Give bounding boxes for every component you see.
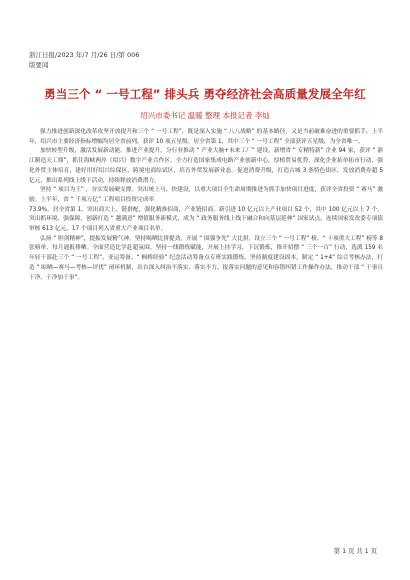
source-meta bbox=[29, 50, 139, 70]
paragraph-4: 73.9%，居全省第 1。突出商大上、链群配，强化精准招商，产业链招商，新引进 10 亿元以上产业项目 52 个，其中 100 亿元以上 7 个。突出抓环境、强保障，创新打造 “ 越满意” 增值服务新模式，成为 “ 政务服务线上线下融合和向基层延伸” 国家试点。连续国家发改委专项债审核 613 亿元，17 个项目列入省重大产业项目名单。 bbox=[29, 206, 383, 233]
article-byline: 绍兴市委书记 温暖 整理 本报记者 李灿 bbox=[140, 111, 270, 120]
source-line-2: 版要闻 bbox=[29, 61, 49, 69]
paragraph-2: 加快转型升级，激活发展新动能。推进产业提升，分行业推动 “ 产业大脑+未来工厂” 建设，新增省 “ 专精特新” 企业 94 家，获评 “ 浙江制造天工鼎”，抓住海峡两岸（绍兴）数字产业合作区，全力打造国家集成电路产业创新中心，厚植贸易优势，深化企业拓单拓市行动，强化外贸主体培育，建好用好绍兴综保区、跨境电商综试区，培育外贸发展新业态。促进消费升级，打造古城 3 条特色街区，发放消费券超 5 亿元，推出系列线上线下活动，持续释放消费潜力。 bbox=[29, 148, 383, 184]
article-title: 勇当三个 “ 一号工程” 排头兵 勇夺经济社会高质量发展全年红 bbox=[44, 87, 366, 101]
paragraph-1: 强力推进创新深化改革攻坚开放提升和三个 “ 一号工程”，既是深入实施 “ 八八战略” 的基本路径，又是当前破难奋进的重要抓手。上半年，绍兴市主要经济指标增幅均居全省前列，获评 10 项五星级、居全省第 1，其中三个 “ 一号工程” 全部获评五星级，为全省唯一。 bbox=[29, 129, 383, 145]
paragraph-3: 坚持 “ 项目为王” ，夯实发展硬支撑。突出统上马、快建设，以重大项目全生命周期推进为抓手加快项目进度，获评全省投资 “ 赛马” 激励。上半年，省 “ 千项万亿” 工程项目投资完成率 bbox=[29, 187, 383, 203]
article-body bbox=[29, 128, 383, 283]
source-line-1: 浙江日报/2023 年/7 月/26 日/第 006 bbox=[29, 51, 140, 59]
paragraph-5: 弘扬 “ 胆剑精神”，提振发展精气神。坚持喝晒比拼提劲，开展 “ 围强争先” 大比拼，设立三个 “ 一号工程” 榜、“ 十项重大工程” 榜等 8 张榜单，每月通报排晒。全面营造比学赶超氛围。坚持一线锻炼赋能，开展上挂学习、下沉锻炼，推开招摆 “ 三个一百” 行动，选派 159 名年轻干部赴三个 “ 一号工程”、亚运筹备、“ 枫桥经验” 纪念活动筹备点专班实践锻炼。坚持制度建设固本，制定 “ 1+4” 综合考核办法，打造 “ 晾晒—赛马—考核—评优” 闭环机制，出台深入纠治不落实、落实不力、报落实问题的意见和容错纠错工作操作办法，推动干部 “ 干事且干净、干净加干事”。 bbox=[29, 235, 383, 281]
page-number: 第 1 页 共 1 页 bbox=[333, 548, 377, 555]
